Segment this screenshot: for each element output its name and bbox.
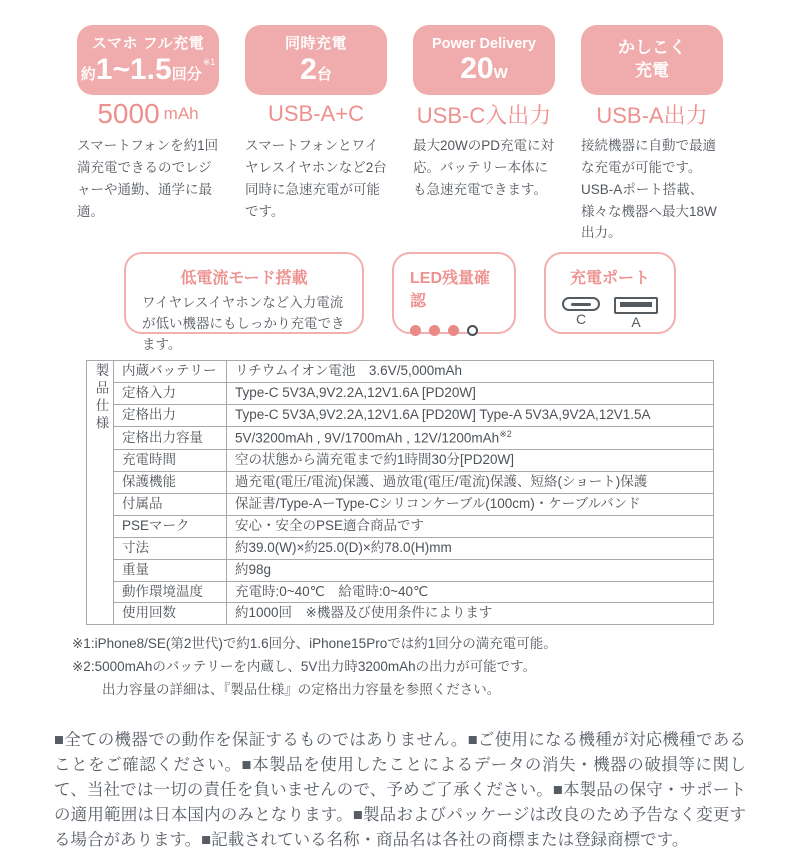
badge-prefix: 約 xyxy=(80,66,96,83)
feature-dual-charge xyxy=(245,25,387,244)
feature-description: スマートフォンとワイヤレスイヤホンなど2台同時に急速充電が可能です。 xyxy=(245,138,387,219)
spec-value: 約39.0(W)×約25.0(D)×約78.0(H)mm xyxy=(227,537,714,559)
led-dots xyxy=(410,325,498,336)
feature-smart-charge xyxy=(581,25,723,244)
usb-a-port-icon xyxy=(614,297,658,314)
port-type-label: USB-C入出力 xyxy=(416,102,552,128)
table-row xyxy=(87,361,714,383)
usb-c-port xyxy=(562,297,600,327)
badge-value-line xyxy=(300,55,332,85)
dual-charge-badge xyxy=(245,25,387,95)
capacity-unit: mAh xyxy=(163,104,199,123)
spec-label: PSEマーク xyxy=(114,515,227,537)
badge-value: 1~1.5 xyxy=(95,53,172,86)
footnote-2: ※2:5000mAhのバッテリーを内蔵し、5V出力時3200mAhの出力が可能です。 xyxy=(72,659,537,675)
table-row xyxy=(87,581,714,603)
badge-value-line xyxy=(460,54,508,84)
table-row xyxy=(87,537,714,559)
spec-value: Type-C 5V3A,9V2.2A,12V1.6A [PD20W] Type-A 5V3A,9V2A,12V1.5A xyxy=(227,405,714,427)
badge-value: 2 xyxy=(300,53,317,86)
spec-table xyxy=(86,360,714,625)
led-dot-icon xyxy=(429,325,440,336)
spec-value: 約98g xyxy=(227,559,714,581)
smart-charge-badge xyxy=(581,25,723,95)
feature-power-delivery xyxy=(413,25,555,244)
badge-value-line xyxy=(81,55,216,85)
spec-label: 重量 xyxy=(114,559,227,581)
spec-value: 充電時:0~40℃ 給電時:0~40℃ xyxy=(227,581,714,603)
highlight-section xyxy=(0,252,800,353)
feature-full-charge xyxy=(77,25,219,244)
spec-value: リチウムイオン電池 3.6V/5,000mAh xyxy=(227,361,714,383)
usb-a-port-label: A xyxy=(631,314,641,331)
charge-ports-title: 充電ポート xyxy=(569,270,650,288)
spec-label: 保護機能 xyxy=(114,472,227,494)
spec-label: 定格出力容量 xyxy=(114,426,227,449)
footnote-2-continued: 出力容量の詳細は、『製品仕様』の定格出力容量を参照ください。 xyxy=(102,682,501,698)
feature-description: スマートフォンを約1回満充電できるのでレジャーや通勤、通学に最適。 xyxy=(77,138,219,219)
spec-label: 付属品 xyxy=(114,494,227,516)
table-row xyxy=(87,450,714,472)
feature-description: 最大20WのPD充電に対応。バッテリー本体にも急速充電できます。 xyxy=(413,138,555,197)
usb-c-port-label: C xyxy=(575,311,587,328)
badge-suffix: 回分 xyxy=(171,66,202,83)
badge-suffix: 台 xyxy=(316,66,332,83)
badge-title: Power Delivery xyxy=(432,36,536,52)
spec-label: 定格入力 xyxy=(114,383,227,405)
spec-value: 空の状態から満充電まで約1時間30分[PD20W] xyxy=(227,450,714,472)
spec-label: 定格出力 xyxy=(114,405,227,427)
spec-value xyxy=(227,426,714,449)
charge-ports-box xyxy=(544,252,676,334)
table-row xyxy=(87,405,714,427)
badge-suffix: W xyxy=(493,65,508,82)
capacity-label xyxy=(77,97,219,131)
badge-title: 同時充電 xyxy=(284,35,347,52)
low-current-description: ワイヤレスイヤホンなど入力電流が低い機器にもしっかり充電できます。 xyxy=(142,295,345,353)
led-dot-icon xyxy=(410,325,421,336)
low-current-title: 低電流モード搭載 xyxy=(180,270,308,288)
badge-footnote-mark: ※1 xyxy=(202,57,216,67)
spec-value: 保証書/Type-AーType-Cシリコンケーブル(100cm)・ケーブルバンド xyxy=(227,494,714,516)
spec-label: 充電時間 xyxy=(114,450,227,472)
spec-value: 約1000回 ※機器及び使用条件によります xyxy=(227,603,714,625)
badge-value: 20 xyxy=(460,52,494,85)
led-dot-empty-icon xyxy=(467,325,478,336)
feature-description: 接続機器に自動で最適な充電が可能です。USB-Aポート搭載、様々な機器へ最大18W出力。 xyxy=(581,138,717,241)
spec-label: 内蔵バッテリー xyxy=(114,361,227,383)
spec-label: 動作環境温度 xyxy=(114,581,227,603)
port-type-label: USB-A+C xyxy=(268,101,364,126)
led-indicator-box xyxy=(392,252,516,334)
badge-title-line2: 充電 xyxy=(635,61,669,80)
spec-value: 安心・安全のPSE適合商品です xyxy=(227,515,714,537)
badge-title-line1: かしこく xyxy=(618,38,686,58)
spec-value: Type-C 5V3A,9V2.2A,12V1.6A [PD20W] xyxy=(227,383,714,405)
feature-section xyxy=(77,25,723,244)
footnotes-section xyxy=(72,633,800,702)
spec-label: 寸法 xyxy=(114,537,227,559)
capacity-value: 5000 xyxy=(97,98,160,129)
port-type-label: USB-A出力 xyxy=(596,102,708,128)
full-charge-badge xyxy=(77,25,219,95)
power-delivery-badge xyxy=(413,25,555,95)
usb-c-port-icon xyxy=(562,297,600,311)
badge-title: スマホ フル充電 xyxy=(91,35,205,52)
disclaimer-text: ■全ての機器での動作を保証するものではありません。■ご使用になる機種が対応機種であることをご確認ください。■本製品を使用したことによるデータの消失・機器の破損等に関して、当社では一切の責任を負いませんので、予めご了承ください。■本製品の保守・サポートの適用範囲は日本国内のみとなります。■製品およびパッケージは改良のため予告なく変更する場合があります。■記載されている名称・商品名は各社の商標または登録商標です。 xyxy=(54,731,746,850)
table-row xyxy=(87,603,714,625)
table-row xyxy=(87,426,714,449)
footnote-1: ※1:iPhone8/SE(第2世代)で約1.6回分、iPhone15Proでは約1回分の満充電可能。 xyxy=(72,636,557,652)
table-row xyxy=(87,494,714,516)
spec-value: 過充電(電圧/電流)保護、過放電(電圧/電流)保護、短絡(ショート)保護 xyxy=(227,472,714,494)
table-row xyxy=(87,472,714,494)
usb-a-port xyxy=(614,297,658,330)
led-indicator-title: LED残量確認 xyxy=(410,270,491,311)
low-current-mode-box xyxy=(124,252,364,353)
table-row xyxy=(87,559,714,581)
led-dot-icon xyxy=(448,325,459,336)
ports-row xyxy=(562,297,658,330)
spec-label: 使用回数 xyxy=(114,603,227,625)
table-row xyxy=(87,383,714,405)
spec-value-text: 5V/3200mAh , 9V/1700mAh , 12V/1200mAh xyxy=(235,430,500,446)
spec-section-label: 製品仕様 xyxy=(87,361,114,625)
table-row xyxy=(87,515,714,537)
footnote-mark: ※2 xyxy=(499,428,512,439)
spec-section xyxy=(0,360,800,625)
